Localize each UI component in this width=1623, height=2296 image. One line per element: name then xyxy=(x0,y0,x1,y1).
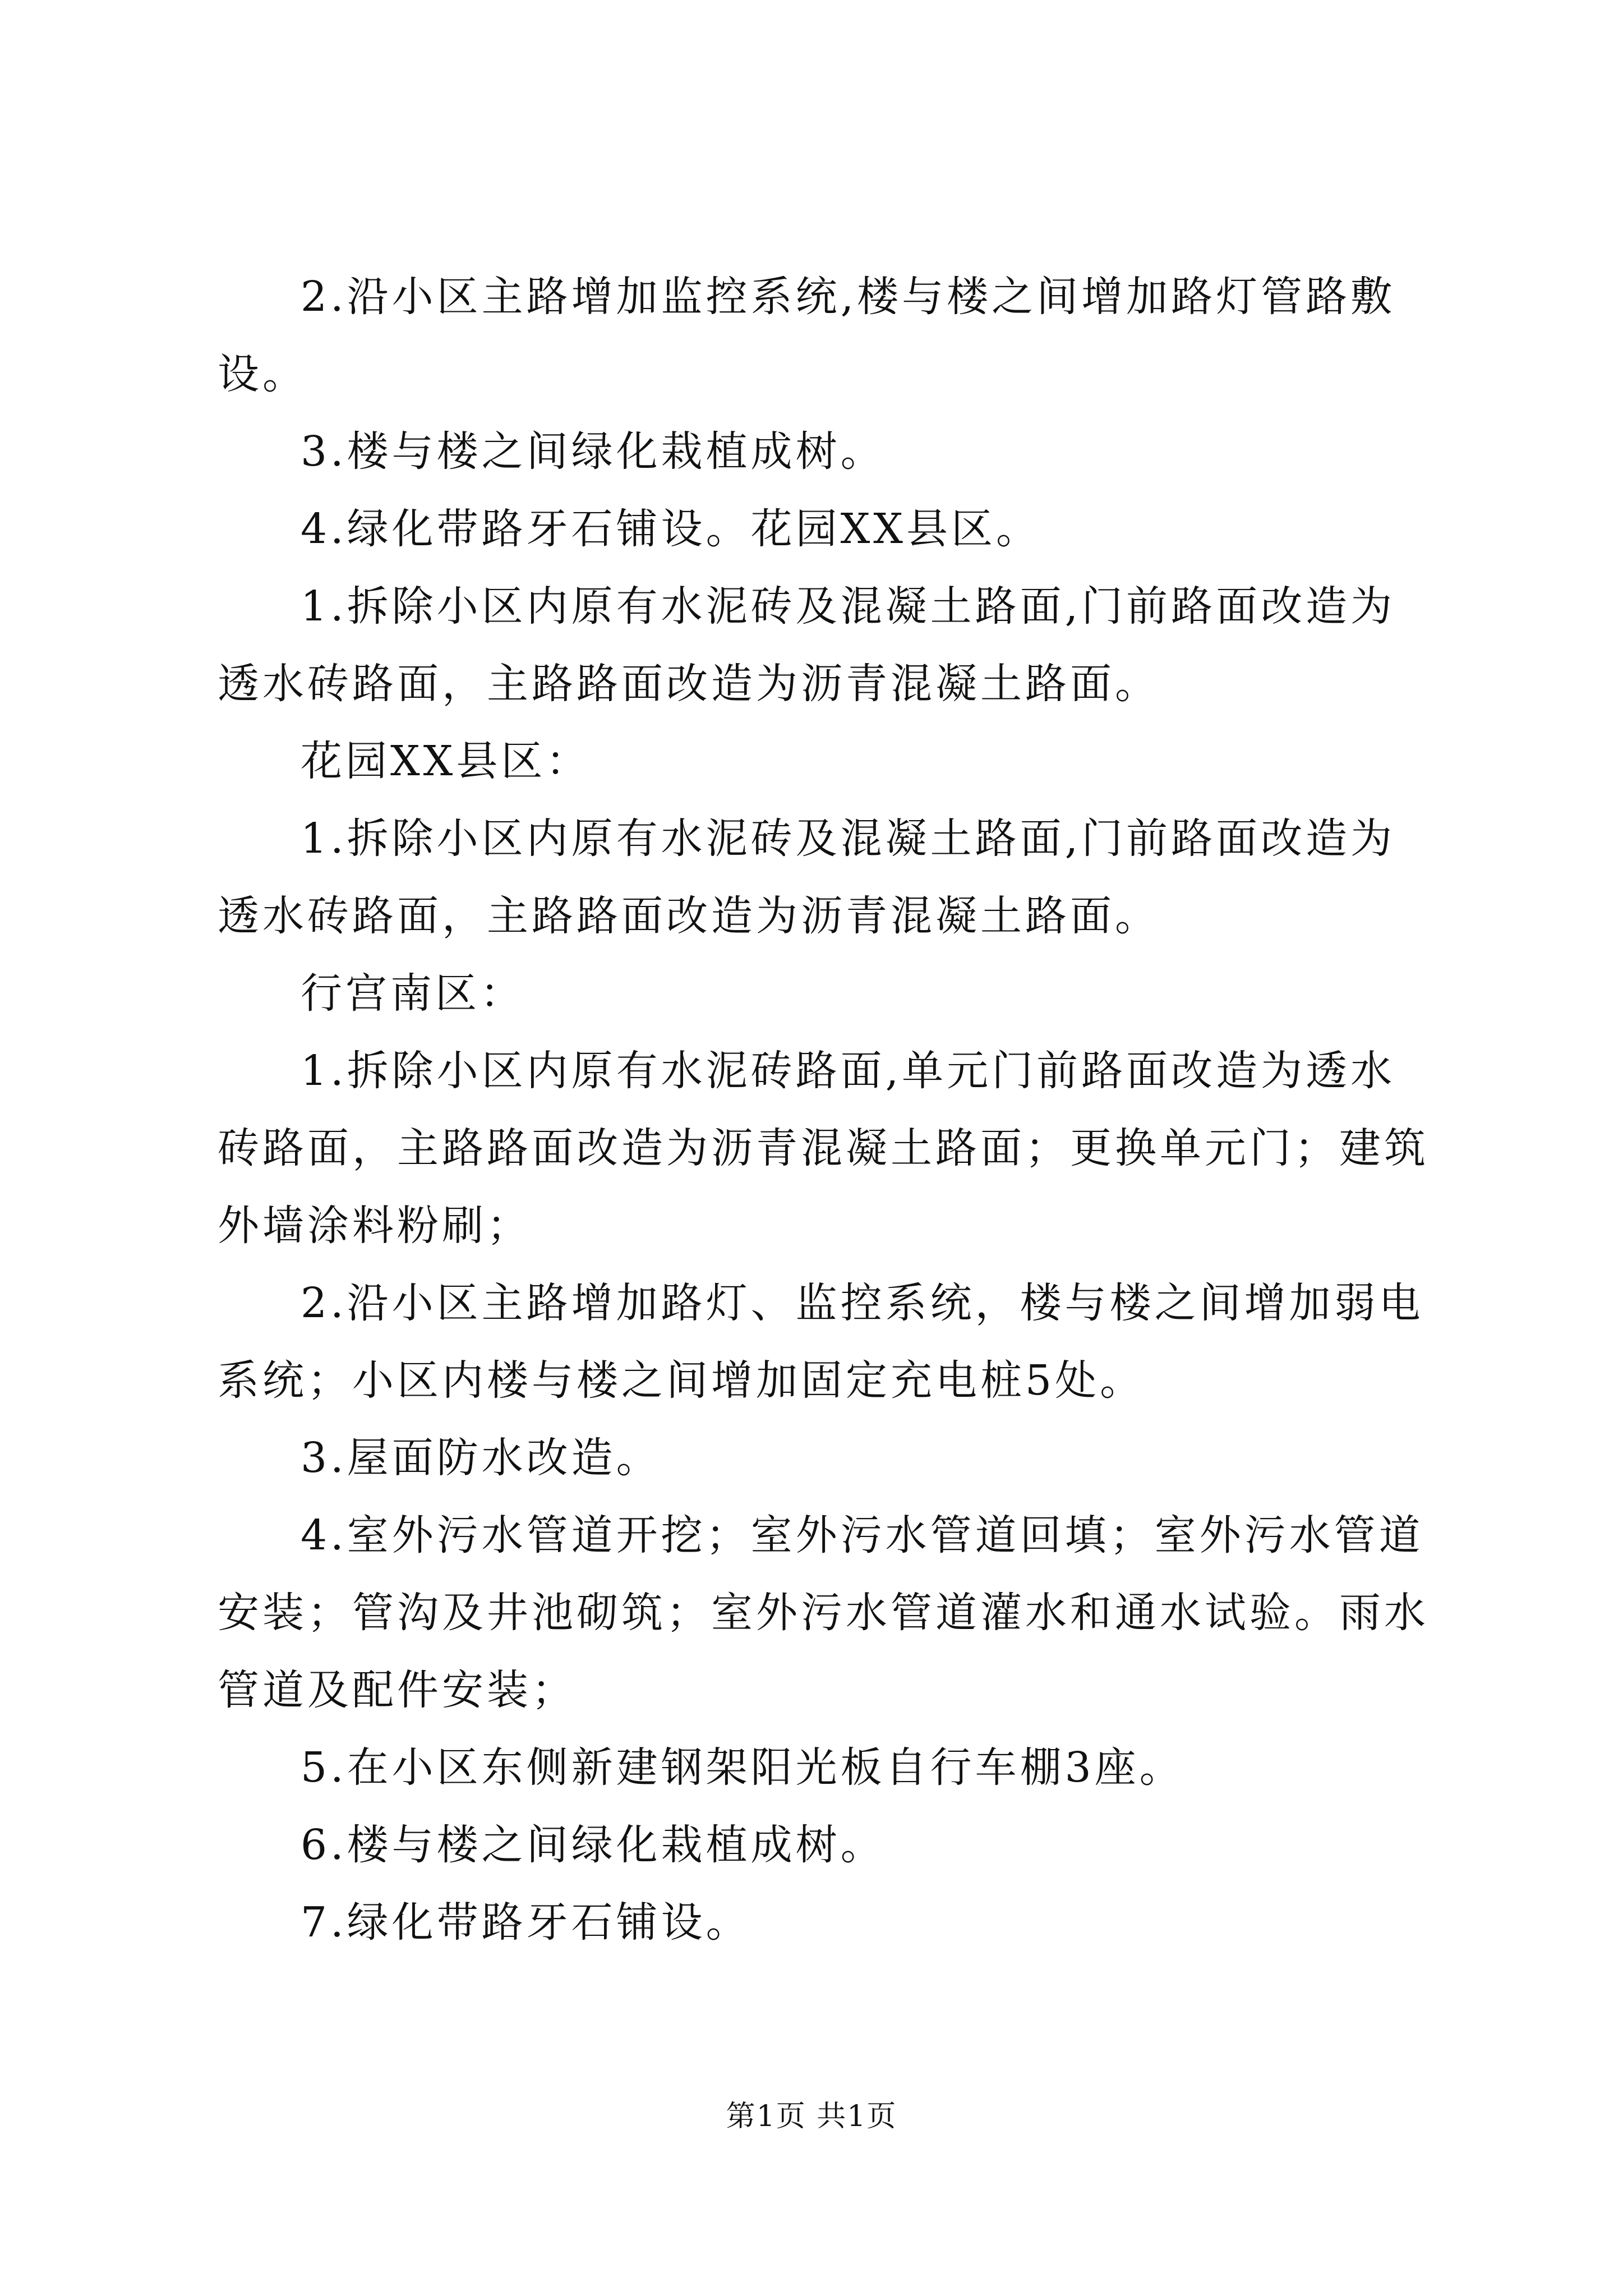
paragraph-13: 6.楼与楼之间绿化栽植成树。 xyxy=(301,1821,886,1869)
paragraph-3: 4.绿化带路牙石铺设。花园XX县区。 xyxy=(301,505,1041,553)
section-heading-xinggong-nanqu: 行宫南区： xyxy=(301,969,525,1018)
paragraph-14: 7.绿化带路牙石铺设。 xyxy=(301,1898,751,1947)
paragraph-11: 4.室外污水管道开挖；室外污水管道回填；室外污水管道安装；管沟及井池砌筑；室外污水管道灌水和通水试验。雨水管道及配件安装； xyxy=(218,1511,1429,1714)
section-heading-huayuan: 花园XX县区： xyxy=(301,737,591,785)
paragraph-4: 1.拆除小区内原有水泥砖及混凝土路面,门前路面改造为透水砖路面，主路路面改造为沥青混凝土路面。 xyxy=(218,582,1396,708)
paragraph-10: 3.屋面防水改造。 xyxy=(301,1434,661,1482)
paragraph-9: 2.沿小区主路增加路灯、监控系统，楼与楼之间增加弱电系统；小区内楼与楼之间增加固定充电桩5处。 xyxy=(218,1279,1424,1405)
paragraph-2: 3.楼与楼之间绿化栽植成树。 xyxy=(301,427,886,476)
paragraph-12: 5.在小区东侧新建钢架阳光板自行车棚3座。 xyxy=(301,1743,1184,1792)
page-number-footer: 第1页 共1页 xyxy=(726,2100,897,2133)
document-body xyxy=(218,258,1440,1961)
paragraph-1: 2.沿小区主路增加监控系统,楼与楼之间增加路灯管路敷设。 xyxy=(218,273,1396,398)
paragraph-8: 1.拆除小区内原有水泥砖路面,单元门前路面改造为透水砖路面，主路路面改造为沥青混凝土路面；更换单元门；建筑外墙涂料粉刷； xyxy=(218,1047,1429,1250)
paragraph-6: 1.拆除小区内原有水泥砖及混凝土路面,门前路面改造为透水砖路面，主路路面改造为沥青混凝土路面。 xyxy=(218,815,1396,940)
